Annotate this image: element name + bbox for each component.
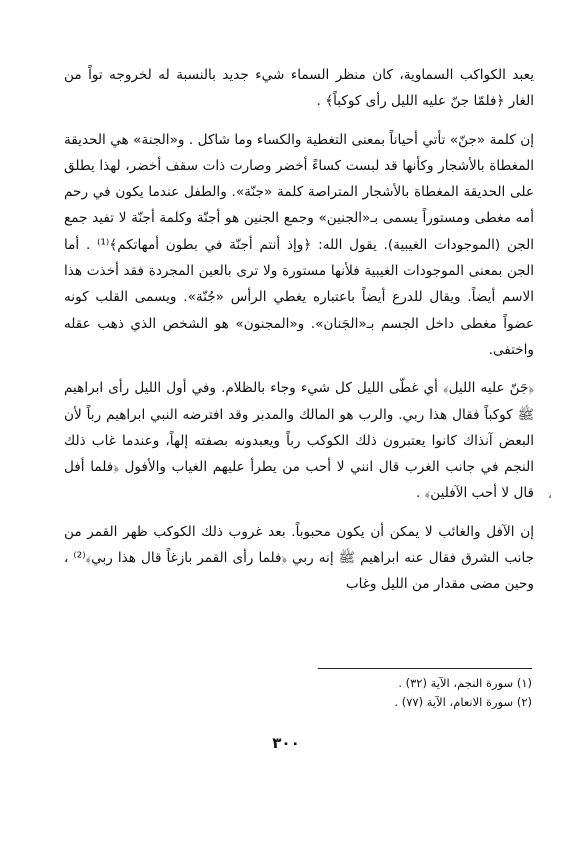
- paragraph-2: إن كلمة «جنّ» تأتي أحياناً بمعنى التغطية والكساء وما شاكل . و«الجنة» هي الحديقة المغطاة بالأشجار وكأنها قد لبست كساءً أخضر وصارت ذات سقف أخضر، لهذا يطلق على الحديقة المغطاة بالأشجار المتراصة كلمة «جنّة». والطفل عندما يكون في رحم أمه مغطى ومستوراً يسمى بـ«الجنين» وجمع الجنين هو أجنّة وكلمة أجنّة لا تفيد جمع الجن (الموجودات الغيبية). يقول الله: ﴿وإذ أنتم أجنّة في بطون أمهاتكم﴾⁽¹⁾ . أما الجن بمعنى الموجودات الغيبية فلأنها مستورة ولا ترى بالعين المجردة فقد أخذت هذا الاسم أيضاً. ويقال للدرع أيضاً باعتباره يغطي الرأس «جُنّة». ويسمى القلب كونه عضواً مغطى داخل الجسم بـ«الجَنان». و«المجنون» هو الشخص الذي ذهب عقله واختفى.: [64, 131, 534, 358]
- paragraph-gap: [64, 363, 534, 375]
- paragraph-3: ﴿جَنّ عليه الليل﴾ أي غطّى الليل كل شيء وجاء بالظلام. وفي أول الليل رأى ابراهيم ﷺ كوكباً فقال هذا ربي. والرب هو المالك والمدبر وقد افترضه النبي ابراهيم رباً لأن البعض آنذاك كانوا يعتبرون ذلك الكوكب رباً ويعبدونه بصفته إلهاً، وعندما غاب ذلك النجم في جانب الغرب قال انني لا أحب من يطرأ عليهم الغياب والأفول ﴿فلما أفل قال لا أحب الآفلين﴾ .: [64, 380, 534, 502]
- footnote-2: (٢) سورة الانعام، الآية (٧٧) .: [394, 695, 532, 709]
- margin-mark: ،: [548, 487, 552, 501]
- footnote-1: (١) سورة النجم، الآية (٣٢) .: [398, 676, 532, 690]
- footnotes: [318, 674, 532, 712]
- paragraph-gap: [64, 507, 534, 519]
- paragraph-4: إن الآفل والغائب لا يمكن أن يكون محبوباً. بعد غروب ذلك الكوكب ظهر القمر من جانب الشرق فقال عنه ابراهيم ﷺ إنه ربي ﴿فلما رأى القمر بازغاً قال هذا ربي﴾⁽²⁾ ، وحين مضى مقدار من الليل وغاب: [64, 523, 534, 593]
- footnote-divider: [318, 668, 532, 669]
- page-number: ٣٠٠: [272, 734, 300, 752]
- paragraph-1: يعبد الكواكب السماوية، كان منظر السماء شيء جديد بالنسبة له لخروجه تواً من الغار ﴿فلمّا جنّ عليه الليل رأى كوكباً﴾ .: [64, 67, 534, 110]
- main-text: [64, 62, 534, 598]
- paragraph-gap: [64, 115, 534, 127]
